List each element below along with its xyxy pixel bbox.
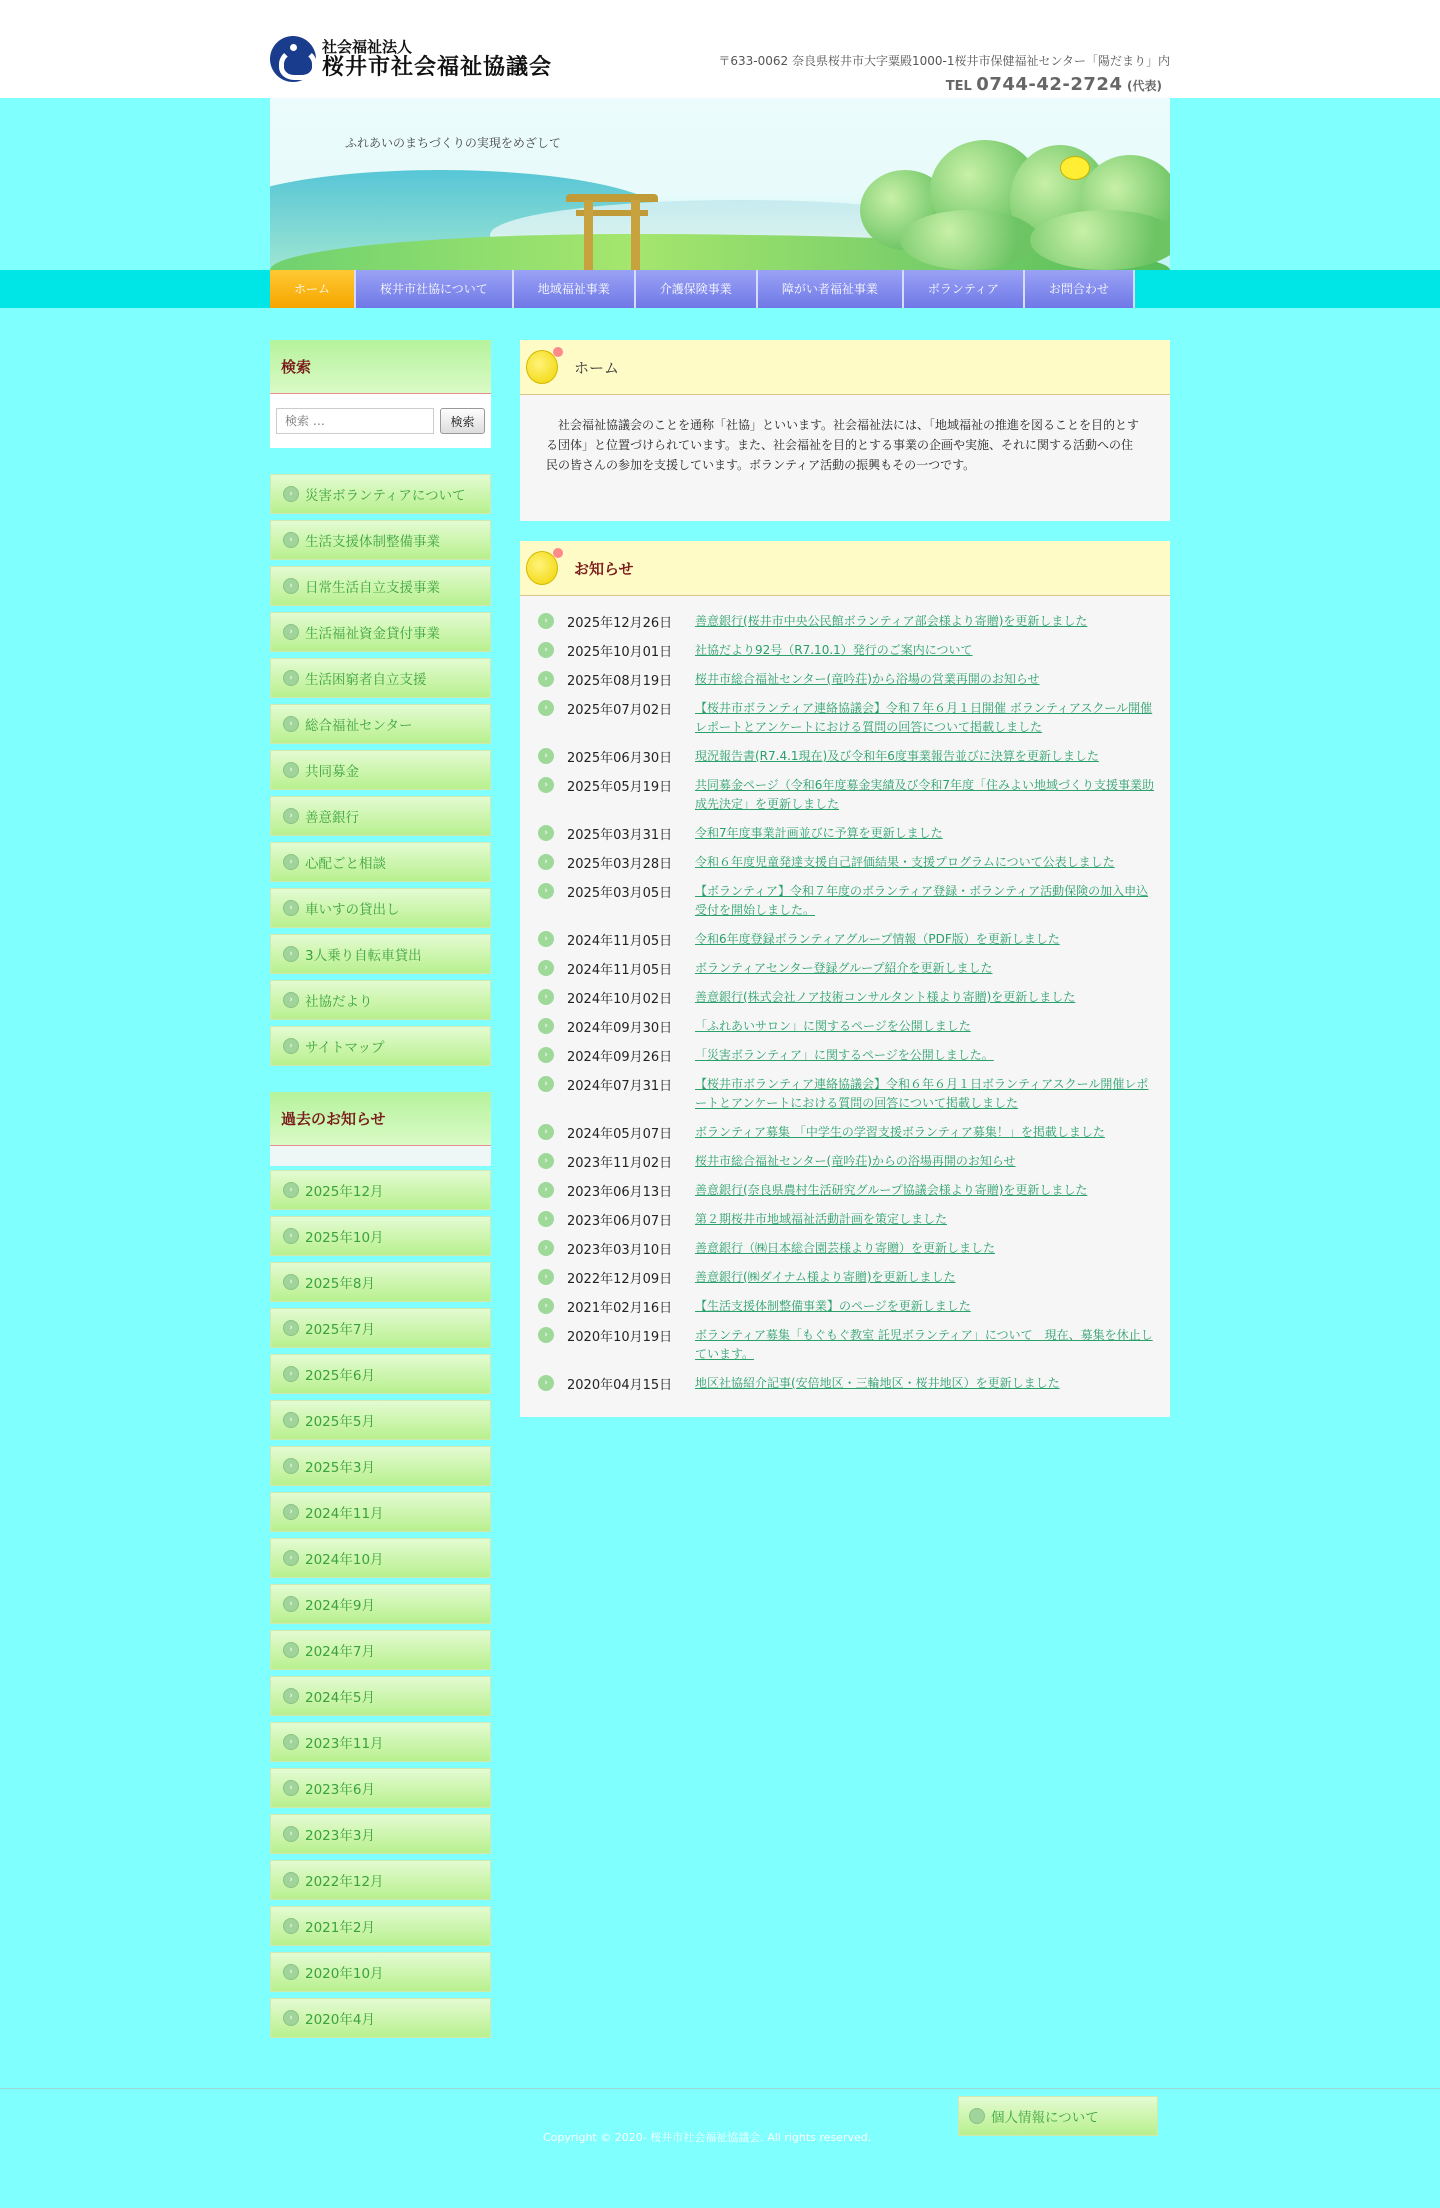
news-section bbox=[520, 541, 1170, 1417]
news-item bbox=[538, 747, 1160, 766]
sidebar-link-label: 災害ボランティアについて bbox=[305, 488, 466, 504]
sidebar-link[interactable] bbox=[270, 612, 491, 652]
news-date: 2023年11月02日 bbox=[567, 1156, 673, 1171]
news-item bbox=[538, 1181, 1160, 1200]
circle-arrow-right-icon: › bbox=[283, 900, 299, 916]
archive-link[interactable] bbox=[270, 1768, 491, 1808]
circle-arrow-right-icon: › bbox=[538, 748, 554, 764]
circle-arrow-right-icon: › bbox=[283, 1780, 299, 1796]
news-date: 2025年05月19日 bbox=[567, 780, 673, 795]
news-list bbox=[520, 596, 1170, 1417]
news-date: 2025年03月28日 bbox=[567, 857, 673, 872]
archive-link[interactable] bbox=[270, 1722, 491, 1762]
trees-illustration bbox=[840, 130, 1170, 270]
home-section-header bbox=[520, 340, 1170, 395]
sidebar-link[interactable] bbox=[270, 934, 491, 974]
circle-arrow-right-icon: › bbox=[283, 1182, 299, 1198]
news-link[interactable]: 令和6年度登録ボランティアグループ情報（PDF版）を更新しました bbox=[695, 932, 1060, 946]
news-date: 2020年10月19日 bbox=[567, 1330, 673, 1345]
sidebar-link-label: 2025年3月 bbox=[305, 1460, 375, 1476]
circle-arrow-right-icon: › bbox=[283, 1550, 299, 1566]
sidebar-link-label: 善意銀行 bbox=[305, 810, 359, 826]
news-item bbox=[538, 699, 1160, 737]
home-section bbox=[520, 340, 1170, 521]
archive-link[interactable] bbox=[270, 1446, 491, 1486]
privacy-link-label: 個人情報について bbox=[991, 2110, 1099, 2126]
news-date: 2023年03月10日 bbox=[567, 1243, 673, 1258]
news-link[interactable]: 【桜井市ボランティア連絡協議会】令和６年６月１日ボランティアスクール開催レポートとアンケートにおける質問の回答について掲載しました bbox=[695, 1077, 1149, 1110]
circle-arrow-right-icon: › bbox=[283, 1964, 299, 1980]
news-link[interactable]: 「ふれあいサロン」に関するページを公開しました bbox=[695, 1019, 971, 1033]
circle-arrow-right-icon: › bbox=[538, 960, 554, 976]
sidebar-link-label: 2021年2月 bbox=[305, 1920, 375, 1936]
news-date: 2024年05月07日 bbox=[567, 1127, 673, 1142]
archive-link[interactable] bbox=[270, 1170, 491, 1210]
circle-arrow-right-icon bbox=[969, 2108, 985, 2124]
circle-arrow-right-icon: › bbox=[538, 1124, 554, 1140]
site-footer bbox=[0, 2088, 1440, 2208]
circle-arrow-right-icon: › bbox=[283, 2010, 299, 2026]
news-item bbox=[538, 1152, 1160, 1171]
sidebar-link[interactable] bbox=[270, 1026, 491, 1066]
news-date: 2024年10月02日 bbox=[567, 992, 673, 1007]
news-date: 2024年09月26日 bbox=[567, 1050, 673, 1065]
news-section-header bbox=[520, 541, 1170, 596]
sidebar-link[interactable] bbox=[270, 474, 491, 514]
news-item bbox=[538, 1374, 1160, 1393]
sidebar-link-label: 社協だより bbox=[305, 994, 373, 1010]
circle-arrow-right-icon: › bbox=[538, 613, 554, 629]
sidebar-link-label: 2023年3月 bbox=[305, 1828, 375, 1844]
archive-link[interactable] bbox=[270, 1814, 491, 1854]
news-item bbox=[538, 1297, 1160, 1316]
sidebar-link[interactable] bbox=[270, 842, 491, 882]
news-link[interactable]: 「災害ボランティア」に関するページを公開しました。 bbox=[695, 1048, 994, 1062]
circle-arrow-right-icon: › bbox=[283, 716, 299, 732]
news-item bbox=[538, 1123, 1160, 1142]
archive-link-list bbox=[270, 1170, 491, 2038]
sidebar-link[interactable] bbox=[270, 520, 491, 560]
circle-arrow-right-icon: › bbox=[538, 825, 554, 841]
news-link[interactable]: 桜井市総合福祉センター(竜吟荘)から浴場の営業再開のお知らせ bbox=[695, 672, 1040, 686]
archive-link[interactable] bbox=[270, 1308, 491, 1348]
news-item bbox=[538, 988, 1160, 1007]
sidebar-link-label: 2022年12月 bbox=[305, 1874, 384, 1890]
sidebar bbox=[270, 340, 491, 2044]
hero-tagline: ふれあいのまちづくりの実現をめざして bbox=[345, 136, 561, 150]
sidebar-link-label: 2024年5月 bbox=[305, 1690, 375, 1706]
news-date: 2020年04月15日 bbox=[567, 1378, 673, 1393]
sidebar-link-label: 2020年10月 bbox=[305, 1966, 384, 1982]
circle-arrow-right-icon: › bbox=[283, 1038, 299, 1054]
search-widget-title: 検索 bbox=[270, 340, 491, 394]
sidebar-link-label: 共同募金 bbox=[305, 764, 359, 780]
home-section-title: ホーム bbox=[574, 358, 620, 377]
news-item bbox=[538, 612, 1160, 631]
news-link[interactable]: ボランティア募集「もぐもぐ教室 託児ボランティア」について 現在、募集を休止しています。 bbox=[695, 1328, 1153, 1361]
news-link[interactable]: 現況報告書(R7.4.1現在)及び令和年6度事業報告並びに決算を更新しました bbox=[695, 749, 1099, 763]
sidebar-link-label: 生活福祉資金貸付事業 bbox=[305, 626, 440, 642]
circle-arrow-right-icon: › bbox=[538, 1018, 554, 1034]
archive-link[interactable] bbox=[270, 1262, 491, 1302]
circle-arrow-right-icon: › bbox=[283, 992, 299, 1008]
circle-arrow-right-icon: › bbox=[538, 1298, 554, 1314]
site-header bbox=[0, 0, 1440, 98]
sidebar-link-label: 2024年7月 bbox=[305, 1644, 375, 1660]
circle-arrow-right-icon: › bbox=[538, 1047, 554, 1063]
nav-item-about[interactable]: 桜井市社協について bbox=[356, 270, 514, 308]
circle-arrow-right-icon: › bbox=[538, 671, 554, 687]
circle-arrow-right-icon: › bbox=[283, 670, 299, 686]
logo-mark-icon bbox=[270, 36, 316, 82]
circle-arrow-right-icon: › bbox=[283, 1826, 299, 1842]
tel-number: 0744-42-2724 bbox=[976, 74, 1123, 95]
circle-arrow-right-icon: › bbox=[283, 1320, 299, 1336]
circle-arrow-right-icon: › bbox=[283, 578, 299, 594]
circle-arrow-right-icon: › bbox=[538, 854, 554, 870]
sidebar-link-label: 3人乗り自転車貸出 bbox=[305, 948, 422, 964]
sidebar-link-label: 心配ごと相談 bbox=[305, 856, 386, 872]
nav-item-community-welfare[interactable]: 地域福祉事業 bbox=[514, 270, 636, 308]
news-item bbox=[538, 1326, 1160, 1364]
news-item bbox=[538, 1017, 1160, 1036]
circle-arrow-right-icon: › bbox=[538, 1269, 554, 1285]
circle-arrow-right-icon: › bbox=[538, 1182, 554, 1198]
sidebar-link-label: 2023年11月 bbox=[305, 1736, 384, 1752]
news-date: 2025年12月26日 bbox=[567, 616, 673, 631]
circle-arrow-right-icon: › bbox=[283, 486, 299, 502]
sidebar-link[interactable] bbox=[270, 750, 491, 790]
news-link[interactable]: 令和7年度事業計画並びに予算を更新しました bbox=[695, 826, 943, 840]
archive-link[interactable] bbox=[270, 1676, 491, 1716]
archive-link[interactable] bbox=[270, 1538, 491, 1578]
chick-mascot-icon bbox=[1060, 156, 1090, 180]
circle-arrow-right-icon: › bbox=[538, 1240, 554, 1256]
circle-arrow-right-icon: › bbox=[538, 989, 554, 1005]
archive-link[interactable] bbox=[270, 1400, 491, 1440]
sidebar-link-label: 2024年10月 bbox=[305, 1552, 384, 1568]
news-item bbox=[538, 641, 1160, 660]
circle-arrow-right-icon: › bbox=[283, 762, 299, 778]
archive-link[interactable] bbox=[270, 1216, 491, 1256]
news-item bbox=[538, 776, 1160, 814]
news-item bbox=[538, 1046, 1160, 1065]
sidebar-link-label: 2025年12月 bbox=[305, 1184, 384, 1200]
hero-banner bbox=[270, 98, 1170, 270]
archive-link[interactable] bbox=[270, 1630, 491, 1670]
sidebar-link-label: 2025年8月 bbox=[305, 1276, 375, 1292]
news-date: 2025年03月05日 bbox=[567, 886, 673, 901]
tel-label: TEL bbox=[945, 79, 972, 94]
privacy-link[interactable] bbox=[958, 2096, 1158, 2136]
news-date: 2024年07月31日 bbox=[567, 1079, 673, 1094]
archive-link[interactable] bbox=[270, 1998, 491, 2038]
news-link[interactable]: 桜井市総合福祉センター(竜吟荘)からの浴場再開のお知らせ bbox=[695, 1154, 1016, 1168]
news-date: 2025年07月02日 bbox=[567, 703, 673, 718]
search-button[interactable]: 検索 bbox=[440, 408, 485, 434]
nav-item-disability-welfare[interactable]: 障がい者福祉事業 bbox=[758, 270, 904, 308]
archive-link[interactable] bbox=[270, 1584, 491, 1624]
sidebar-link-label: 日常生活自立支援事業 bbox=[305, 580, 440, 596]
circle-arrow-right-icon: › bbox=[283, 1872, 299, 1888]
sidebar-link[interactable] bbox=[270, 566, 491, 606]
sidebar-link-label: 2025年5月 bbox=[305, 1414, 375, 1430]
news-link[interactable]: 共同募金ページ（令和6年度募金実績及び令和7年度「住みよい地域づくり支援事業助成先決定」を更新しました bbox=[695, 778, 1155, 811]
news-date: 2023年06月07日 bbox=[567, 1214, 673, 1229]
news-item bbox=[538, 930, 1160, 949]
circle-arrow-right-icon: › bbox=[283, 1458, 299, 1474]
news-date: 2025年10月01日 bbox=[567, 645, 673, 660]
sidebar-link-label: 生活支援体制整備事業 bbox=[305, 534, 440, 550]
news-item bbox=[538, 670, 1160, 689]
circle-arrow-right-icon: › bbox=[283, 624, 299, 640]
news-section-title: お知らせ bbox=[574, 559, 634, 578]
sidebar-link-label: 2025年7月 bbox=[305, 1322, 375, 1338]
logo-title: 桜井市社会福祉協議会 bbox=[322, 54, 553, 81]
news-link[interactable]: 善意銀行(㈱ダイナム様より寄贈)を更新しました bbox=[695, 1270, 956, 1284]
circle-arrow-right-icon: › bbox=[283, 532, 299, 548]
news-date: 2025年06月30日 bbox=[567, 751, 673, 766]
circle-arrow-right-icon: › bbox=[538, 931, 554, 947]
circle-arrow-right-icon: › bbox=[283, 1504, 299, 1520]
news-item bbox=[538, 1268, 1160, 1287]
news-item bbox=[538, 1239, 1160, 1258]
sidebar-link-label: サイトマップ bbox=[305, 1040, 385, 1056]
news-item bbox=[538, 1210, 1160, 1229]
circle-arrow-right-icon: › bbox=[538, 642, 554, 658]
sidebar-link-label: 2025年6月 bbox=[305, 1368, 375, 1384]
news-link[interactable]: 令和６年度児童発達支援自己評価結果・支援プログラムについて公表しました bbox=[695, 855, 1115, 869]
archive-widget-title: 過去のお知らせ bbox=[270, 1092, 491, 1146]
search-form bbox=[270, 394, 491, 448]
circle-arrow-right-icon: › bbox=[283, 946, 299, 962]
news-date: 2025年03月31日 bbox=[567, 828, 673, 843]
archive-link[interactable] bbox=[270, 1906, 491, 1946]
news-date: 2024年11月05日 bbox=[567, 934, 673, 949]
sidebar-link-label: 2025年10月 bbox=[305, 1230, 384, 1246]
circle-arrow-right-icon: › bbox=[538, 1327, 554, 1343]
news-date: 2024年09月30日 bbox=[567, 1021, 673, 1036]
news-link[interactable]: 善意銀行(奈良県農村生活研究グループ協議会様より寄贈)を更新しました bbox=[695, 1183, 1088, 1197]
home-intro-text: 社会福祉協議会のことを通称「社協」といいます。社会福祉法には、「地域福祉の推進を図ることを目的とする団体」と位置づけられています。また、社会福祉を目的とする事業の企画や実施、それに関する活動への住民の皆さんの参加を支援しています。ボランティア活動の振興もその一つです。 bbox=[546, 418, 1140, 472]
circle-arrow-right-icon: › bbox=[538, 1211, 554, 1227]
news-link[interactable]: 【生活支援体制整備事業】のページを更新しました bbox=[695, 1299, 971, 1313]
sidebar-link-label: 生活困窮者自立支援 bbox=[305, 672, 427, 688]
news-item bbox=[538, 824, 1160, 843]
circle-arrow-right-icon: › bbox=[538, 777, 554, 793]
sidebar-link-label: 2024年9月 bbox=[305, 1598, 375, 1614]
circle-arrow-right-icon: › bbox=[538, 1153, 554, 1169]
news-date: 2021年02月16日 bbox=[567, 1301, 673, 1316]
circle-arrow-right-icon: › bbox=[283, 1688, 299, 1704]
news-date: 2023年06月13日 bbox=[567, 1185, 673, 1200]
circle-arrow-right-icon: › bbox=[283, 808, 299, 824]
sidebar-link[interactable] bbox=[270, 704, 491, 744]
chick-icon bbox=[526, 350, 558, 384]
nav-item-volunteer[interactable]: ボランティア bbox=[904, 270, 1025, 308]
site-logo[interactable] bbox=[270, 36, 552, 82]
archive-link[interactable] bbox=[270, 1952, 491, 1992]
chick-icon bbox=[526, 551, 558, 585]
archive-link[interactable] bbox=[270, 1354, 491, 1394]
sidebar-link-label: 2023年6月 bbox=[305, 1782, 375, 1798]
nav-item-care-insurance[interactable]: 介護保険事業 bbox=[636, 270, 758, 308]
circle-arrow-right-icon: › bbox=[283, 1412, 299, 1428]
news-date: 2022年12月09日 bbox=[567, 1272, 673, 1287]
header-address: 〒633-0062 奈良県桜井市大字粟殿1000-1桜井市保健福祉センター「陽だまり」内 bbox=[718, 54, 1170, 68]
circle-arrow-right-icon: › bbox=[283, 854, 299, 870]
sidebar-link[interactable] bbox=[270, 658, 491, 698]
news-link[interactable]: 【桜井市ボランティア連絡協議会】令和７年６月１日開催 ボランティアスクール開催レポートとアンケートにおける質問の回答について掲載しました bbox=[695, 701, 1153, 734]
archive-link[interactable] bbox=[270, 1492, 491, 1532]
search-input[interactable] bbox=[276, 408, 434, 434]
circle-arrow-right-icon: › bbox=[283, 1596, 299, 1612]
circle-arrow-right-icon: › bbox=[538, 883, 554, 899]
circle-arrow-right-icon: › bbox=[283, 1228, 299, 1244]
news-link[interactable]: 善意銀行（㈱日本総合園芸様より寄贈）を更新しました bbox=[695, 1241, 996, 1255]
circle-arrow-right-icon: › bbox=[538, 700, 554, 716]
sidebar-link[interactable] bbox=[270, 888, 491, 928]
sidebar-link-list bbox=[270, 474, 491, 1066]
sidebar-link-label: 2020年4月 bbox=[305, 2012, 375, 2028]
news-link[interactable]: ボランティア募集 「中学生の学習支援ボランティア募集！」を掲載しました bbox=[695, 1125, 1105, 1139]
news-item bbox=[538, 959, 1160, 978]
circle-arrow-right-icon: › bbox=[283, 1642, 299, 1658]
sidebar-link[interactable] bbox=[270, 796, 491, 836]
news-link[interactable]: 社協だより92号（R7.10.1）発行のご案内について bbox=[695, 643, 973, 657]
news-link[interactable]: 第２期桜井市地域福祉活動計画を策定しました bbox=[695, 1212, 948, 1226]
circle-arrow-right-icon: › bbox=[538, 1076, 554, 1092]
news-link[interactable]: 【ボランティア】令和７年度のボランティア登録・ボランティア活動保険の加入申込受付を開始しました。 bbox=[695, 884, 1149, 917]
news-item bbox=[538, 853, 1160, 872]
torii-gate-illustration bbox=[570, 194, 654, 270]
news-link[interactable]: ボランティアセンター登録グループ紹介を更新しました bbox=[695, 961, 993, 975]
sidebar-link-label: 2024年11月 bbox=[305, 1506, 384, 1522]
copyright-text: Copyright © 2020- 桜井市社会福祉協議会. All rights reserved. bbox=[543, 2131, 872, 2144]
nav-item-home[interactable]: ホーム bbox=[270, 270, 356, 308]
news-link[interactable]: 地区社協紹介記事(安倍地区・三輪地区・桜井地区）を更新しました bbox=[695, 1376, 1060, 1390]
news-link[interactable]: 善意銀行(株式会社ノア技術コンサルタント様より寄贈)を更新しました bbox=[695, 990, 1076, 1004]
global-nav-bar bbox=[0, 270, 1440, 308]
circle-arrow-right-icon: › bbox=[283, 1366, 299, 1382]
header-tel bbox=[946, 74, 1162, 95]
news-item bbox=[538, 882, 1160, 920]
page-content bbox=[270, 340, 1170, 2044]
archive-link[interactable] bbox=[270, 1860, 491, 1900]
sidebar-link-label: 総合福祉センター bbox=[305, 718, 413, 734]
tel-note: (代表) bbox=[1127, 79, 1162, 93]
sidebar-link[interactable] bbox=[270, 980, 491, 1020]
circle-arrow-right-icon: › bbox=[283, 1918, 299, 1934]
sidebar-link-label: 車いすの貸出し bbox=[305, 902, 400, 918]
news-date: 2024年11月05日 bbox=[567, 963, 673, 978]
circle-arrow-right-icon: › bbox=[283, 1274, 299, 1290]
main-content bbox=[520, 340, 1170, 1437]
circle-arrow-right-icon: › bbox=[283, 1734, 299, 1750]
news-link[interactable]: 善意銀行(桜井市中央公民館ボランティア部会様より寄贈)を更新しました bbox=[695, 614, 1088, 628]
global-nav bbox=[270, 270, 1170, 308]
nav-item-contact[interactable]: お問合わせ bbox=[1025, 270, 1135, 308]
logo-subtitle: 社会福祉法人 bbox=[322, 37, 413, 56]
news-date: 2025年08月19日 bbox=[567, 674, 673, 689]
news-item bbox=[538, 1075, 1160, 1113]
circle-arrow-right-icon: › bbox=[538, 1375, 554, 1391]
